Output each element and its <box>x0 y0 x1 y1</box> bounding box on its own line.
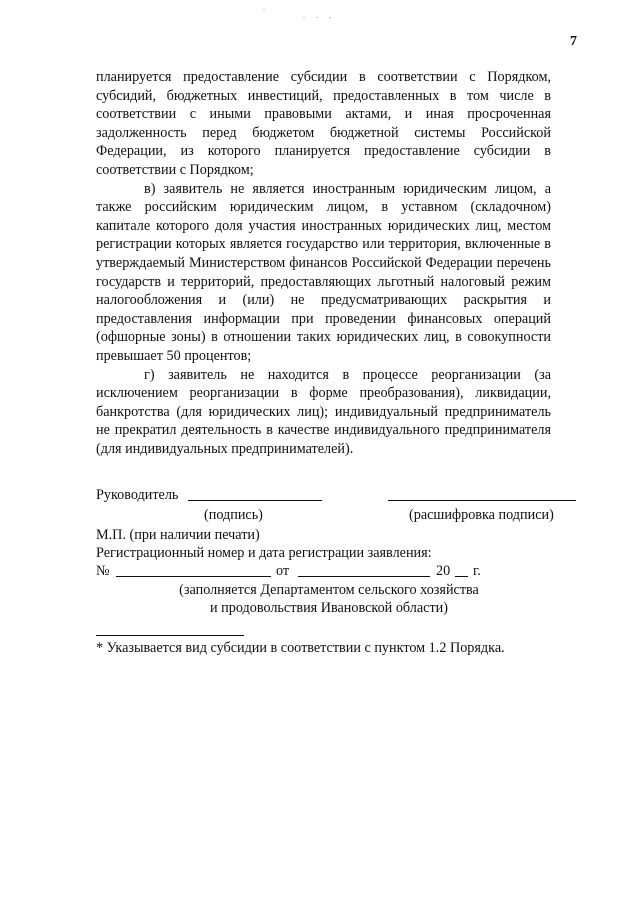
head-label: Руководитель <box>96 487 179 503</box>
scan-speck <box>303 17 305 18</box>
body-text <box>96 68 551 458</box>
signature-caption: (подпись) <box>204 507 263 523</box>
signature-line <box>188 500 322 501</box>
from-label: от <box>276 563 290 579</box>
signature-block <box>96 486 576 617</box>
filled-by-note-line1: (заполняется Департаментом сельского хозяйства <box>179 582 479 598</box>
registration-date-line <box>298 576 430 577</box>
year-suffix: г. <box>473 563 481 579</box>
signature-decoding-line <box>388 500 576 501</box>
footnote: * Указывается вид субсидии в соответствии с пунктом 1.2 Порядка. <box>96 640 505 656</box>
decoding-caption: (расшифровка подписи) <box>409 507 554 523</box>
signature-captions <box>96 506 576 526</box>
registration-number-line <box>116 576 271 577</box>
page-number: 7 <box>570 34 577 49</box>
number-sign: № <box>96 563 110 579</box>
footnote-divider <box>96 635 244 636</box>
paragraph-continuation: планируется предоставление субсидии в соответствии с Порядком, субсидий, бюджетных инвестиций, предоставленных в том числе в соответствии с иными правовыми актами, и иная просроченная задолженность перед бюджетом бюджетной системы Российской Федерации, из которого планируется предоставление субсидии в соответствии с Порядком; <box>96 69 551 178</box>
year-prefix: 20 <box>436 563 451 579</box>
scan-speck <box>316 17 318 18</box>
filled-by-note-line2: и продовольствия Ивановской области) <box>210 600 448 616</box>
paragraph-item-g: г) заявитель не находится в процессе реорганизации (за исключением реорганизации в форме преобразования), ликвидации, банкротства (для юридических лиц); индивидуальный предприниматель не прекратил деятельность в качестве индивидуального предпринимателя (для индивидуальных предпринимателей). <box>96 366 551 457</box>
scan-speck <box>329 17 331 18</box>
registration-row <box>96 562 576 581</box>
year-line <box>455 576 468 577</box>
stamp-note: М.П. (при наличии печати) <box>96 527 260 543</box>
registration-label: Регистрационный номер и дата регистрации заявления: <box>96 545 432 561</box>
paragraph-item-v: в) заявитель не является иностранным юридическим лицом, а также российским юридическим лицом, в уставном (складочном) капитале которого доля участия иностранных юридических лиц, местом регистрации которых является государство или территория, включенные в утверждаемый Министерством финансов Российской Федерации перечень государств и территорий, предоставляющих льготный налоговый режим налогообложения и (или) не предусматривающих раскрытия и предоставления информации при проведении финансовых операций (офшорные зоны) в отношении таких юридических лиц, в совокупности превышает 50 процентов; <box>96 180 551 364</box>
scan-speck <box>263 9 265 10</box>
signature-row <box>96 486 576 506</box>
